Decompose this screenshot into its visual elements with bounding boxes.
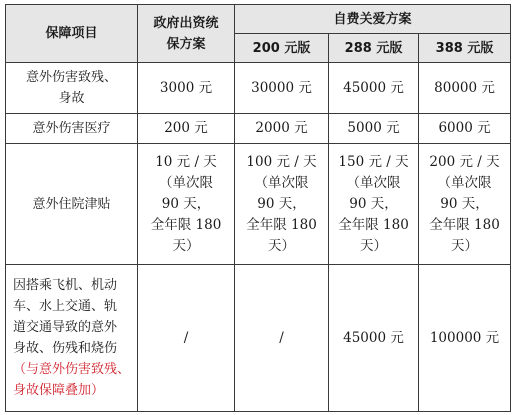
header-plan-288: 288 元版: [329, 34, 419, 63]
cell-plan-200: 30000 元: [235, 63, 329, 114]
cell-plan-388: 100000 元: [419, 265, 511, 412]
cell-plan-388: 200 元 / 天 （单次限 90 天， 全年限 180 天）: [419, 144, 511, 265]
header-gov-plan: 政府出资统 保方案: [138, 5, 235, 63]
insurance-comparison-table: [5, 4, 511, 412]
cell-plan-288: 45000 元: [329, 63, 419, 114]
header-item: 保障项目: [6, 5, 138, 63]
table-row: [6, 114, 511, 144]
row-label: 意外住院津贴: [6, 144, 138, 265]
cell-plan-200: 2000 元: [235, 114, 329, 144]
header-row: [6, 5, 511, 34]
cell-gov: /: [138, 265, 235, 412]
cell-plan-288: 150 元 / 天 （单次限 90 天， 全年限 180 天）: [329, 144, 419, 265]
cell-gov: 200 元: [138, 114, 235, 144]
table-row: [6, 144, 511, 265]
row-label: 意外伤害致残、 身故: [6, 63, 138, 114]
header-self-pay-plan: 自费关爱方案: [235, 5, 511, 34]
cell-gov: 3000 元: [138, 63, 235, 114]
cell-gov: 10 元 / 天 （单次限 90 天， 全年限 180 天）: [138, 144, 235, 265]
stacking-note: 身故保障叠加）: [13, 383, 105, 398]
cell-plan-200: 100 元 / 天 （单次限 90 天， 全年限 180 天）: [235, 144, 329, 265]
table-row: [6, 63, 511, 114]
table-row: [6, 265, 511, 412]
row-label: 因搭乘飞机、机动 车、水上交通、轨 道交通导致的意外 身故、伤残和烧伤 （与意外伤害致残、 身故保障叠加）: [6, 265, 138, 412]
stacking-note: （与意外伤害致残、: [13, 362, 131, 377]
row-label: 意外伤害医疗: [6, 114, 138, 144]
cell-plan-388: 80000 元: [419, 63, 511, 114]
header-plan-388: 388 元版: [419, 34, 511, 63]
cell-plan-288: 5000 元: [329, 114, 419, 144]
header-plan-200: 200 元版: [235, 34, 329, 63]
cell-plan-388: 6000 元: [419, 114, 511, 144]
cell-plan-200: /: [235, 265, 329, 412]
cell-plan-288: 45000 元: [329, 265, 419, 412]
